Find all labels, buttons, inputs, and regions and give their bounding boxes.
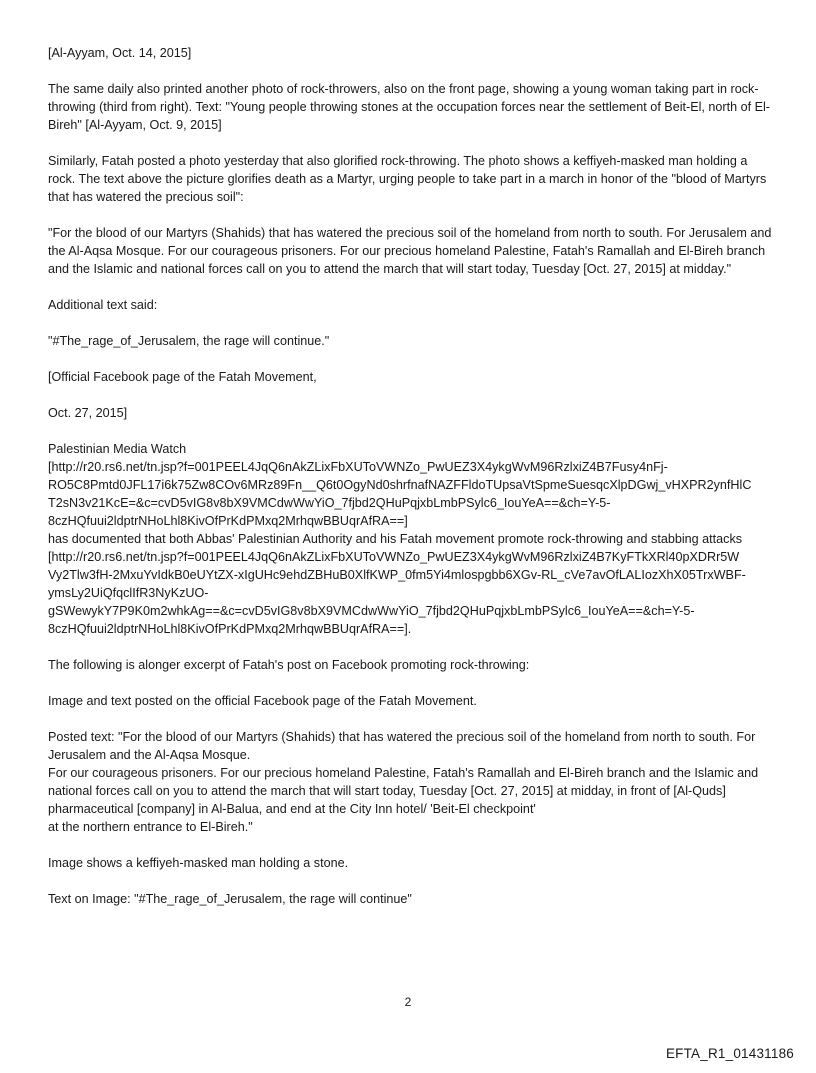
pmw-block [48,440,772,638]
paragraph-posted-text: Posted text: "For the blood of our Martyrs (Shahids) that has watered the precious soil of the homeland from north to south. For Jerusalem and the Al-Aqsa Mosque. For our courageous prisoners. For our precious homeland Palestine, Fatah's Ramallah and El-Bireh branch and the Islamic and national forces call on you to attend the march that will start today, Tuesday [Oct. 27, 2015] at midday, in front of [Al-Quds] pharmaceutical [company] in Al-Balua, and end at the City Inn hotel/ 'Beit-El checkpoint' at the northern entrance to El-Bireh." [48,730,759,834]
paragraph-longer-excerpt: The following is alonger excerpt of Fatah's post on Facebook promoting rock-throwing: [48,658,530,672]
paragraph-image-shows: Image shows a keffiyeh-masked man holding a stone. [48,856,349,870]
pmw-description: has documented that both Abbas' Palestinian Authority and his Fatah movement promote rock-throwing and stabbing attacks [48,532,743,546]
paragraph-young-woman-photo: The same daily also printed another photo of rock-throwers, also on the front page, showing a young woman taking part in rock-throwing (third from right). Text: "Young people throwing stones at the occupation forces near the settlement of Beit-El, north of El-Bireh" [Al-Ayyam, Oct. 9, 2015] [48,82,770,132]
document-body [48,44,772,926]
pmw-link-2[interactable]: [http://r20.rs6.net/tn.jsp?f=001PEEL4JqQ6nAkZLixFbXUToVWNZo_PwUEZ3X4ykgWvM96RzlxiZ4B7KyFTkXRl40pXDRr5W Vy2Tlw3fH-2MxuYvIdkB0eUYtZX-xIgUHc9ehdZBHuB0XlfKWP_0fm5Yi4mlospgbb6XGv-RL_cVe7avOfLALIozXhX05TrxWBF- ymsLy2UiQfqclIfR3NyKzUO- gSWewykY7P9K0m2whkAg==&c=cvD5vIG8v8bX9VMCdwWwYiO_7fjbd2QHuPqjxbLmbPSylc6_IouYeA==&ch=Y-5- 8czHQfuui2ldptrNHoLhl8KivOfPrKdPMxq2MrhqwBBUqrAfRA==]. [48,550,746,636]
paragraph-additional-text: Additional text said: [48,298,158,312]
pmw-link-1[interactable]: [http://r20.rs6.net/tn.jsp?f=001PEEL4JqQ6nAkZLixFbXUToVWNZo_PwUEZ3X4ykgWvM96RzlxiZ4B7Fusy4nFj- RO5C8Pmtd0JFL17i6k75Zw8COv6MRz89Fn__Q6t0OgyNd0shrfnafNAZFFldoTUpsaVtSpmeSuesqcXlpDGwj_vHXPR2ynfHlC T2sN3v21KcE=&c=cvD5vIG8v8bX9VMCdwWwYiO_7fjbd2QHuPqjxbLmbPSylc6_IouYeA==&ch=Y-5- 8czHQfuui2ldptrNHoLhl8KivOfPrKdPMxq2MrhqwBBUqrAfRA==] [48,460,752,528]
paragraph-rage-quote: "#The_rage_of_Jerusalem, the rage will continue." [48,334,330,348]
pmw-title: Palestinian Media Watch [48,442,187,456]
paragraph-quoted-post: "For the blood of our Martyrs (Shahids) that has watered the precious soil of the homeland from north to south. For Jerusalem and the Al-Aqsa Mosque. For our courageous prisoners. For our precious homeland Palestine, Fatah's Ramallah and El-Bireh branch and the Islamic and national forces call on you to attend the march that will start today, Tuesday [Oct. 27, 2015] at midday." [48,226,772,276]
paragraph-citation-al-ayyam-oct14: [Al-Ayyam, Oct. 14, 2015] [48,46,192,60]
bates-number: EFTA_R1_01431186 [665,1046,794,1061]
page-number: 2 [404,995,412,1009]
paragraph-citation-date: Oct. 27, 2015] [48,406,128,420]
paragraph-text-on-image: Text on Image: "#The_rage_of_Jerusalem, the rage will continue" [48,892,412,906]
paragraph-facebook-citation: [Official Facebook page of the Fatah Movement, [48,370,317,384]
paragraph-fatah-photo: Similarly, Fatah posted a photo yesterday that also glorified rock-throwing. The photo shows a keffiyeh-masked man holding a rock. The text above the picture glorifies death as a Martyr, urging people to take part in a march in honor of the "blood of Martyrs that has watered the precious soil": [48,154,767,204]
paragraph-image-and-text: Image and text posted on the official Facebook page of the Fatah Movement. [48,694,477,708]
